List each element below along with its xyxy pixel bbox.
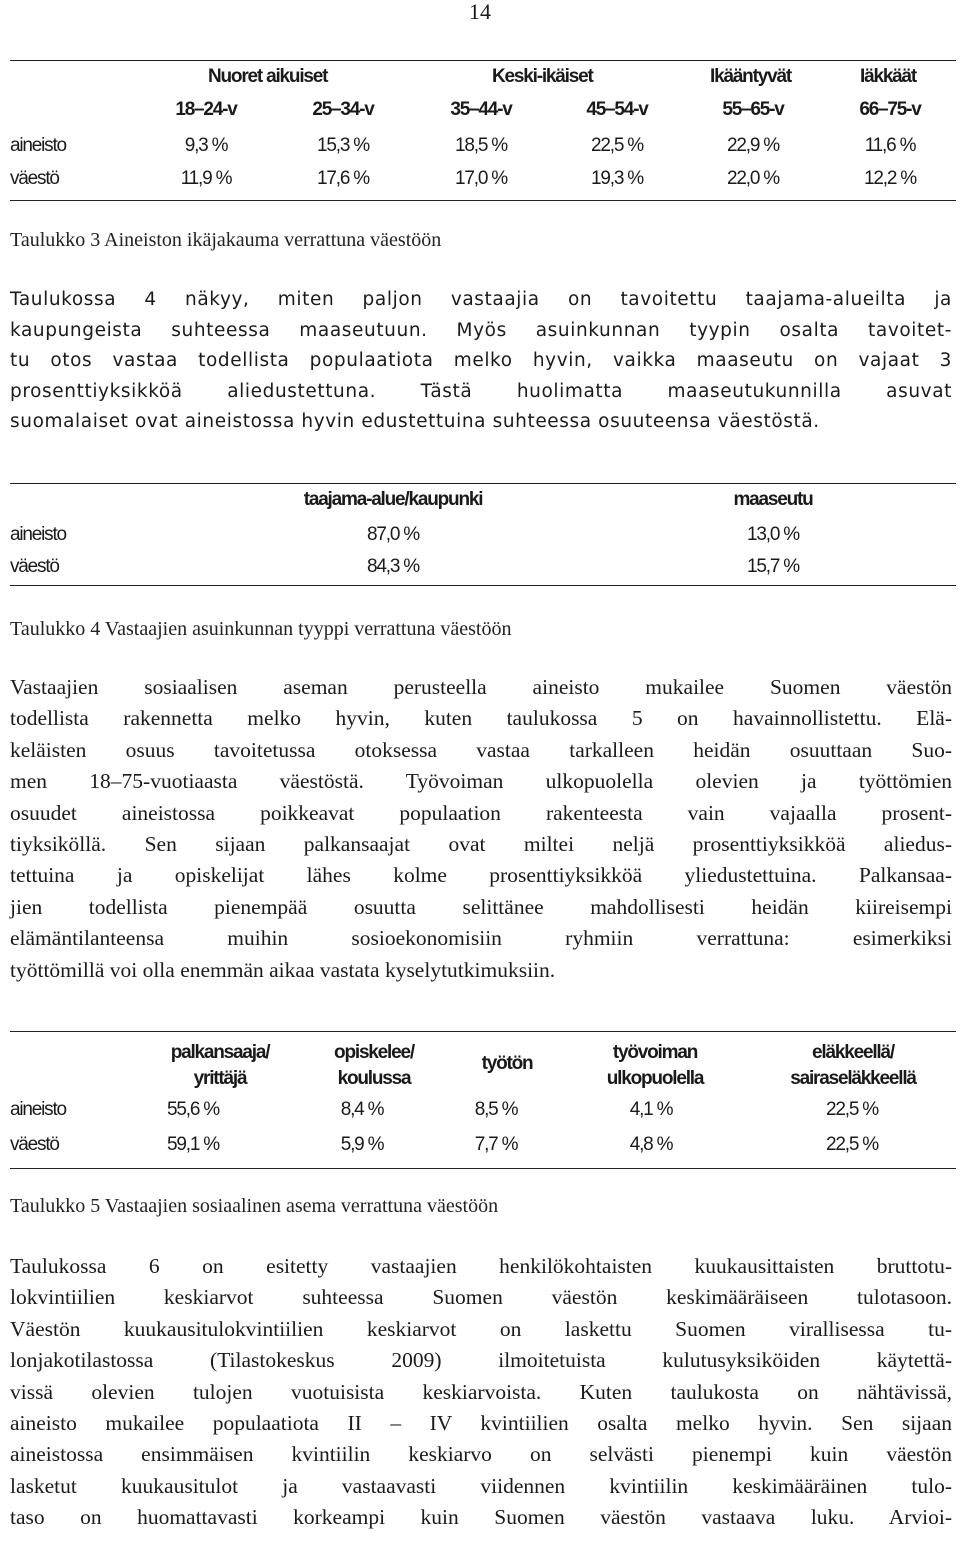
paragraph xyxy=(10,672,952,986)
text-line: men 18–75-vuotiaasta väestöstä. Työvoiman ulkopuolella olevien ja työttömien xyxy=(10,769,952,794)
column-header-line: palkansaaja/ xyxy=(170,1042,270,1063)
text-line: aineistossa ensimmäisen kvintiilin keskiarvo on selvästi pienempi kuin väestön xyxy=(10,1442,952,1467)
column-header xyxy=(607,1040,703,1092)
column-header: 45–54-v xyxy=(586,99,648,120)
column-header-line: yrittäjä xyxy=(193,1068,247,1089)
table-cell: 7,7 % xyxy=(474,1134,518,1155)
table-social-status xyxy=(10,1031,956,1169)
text-line: aineisto mukailee populaatiota II – IV kvintiilien osalta melko hyvin. Sen sijaan xyxy=(10,1411,952,1436)
column-header: 25–34-v xyxy=(312,99,374,120)
column-header-line: opiskelee/ xyxy=(334,1042,414,1063)
group-header: Nuoret aikuiset xyxy=(208,66,328,87)
table-municipality-type xyxy=(10,483,956,586)
table-age-distribution xyxy=(10,60,956,201)
table-cell: 22,0 % xyxy=(727,168,779,189)
column-header: työtön xyxy=(481,1053,533,1074)
table-cell: 84,3 % xyxy=(367,556,419,577)
text-line: Vastaajien sosiaalisen aseman perusteella aineisto mukailee Suomen väestön xyxy=(10,675,952,699)
table-cell: 13,0 % xyxy=(747,524,799,545)
table-cell: 15,7 % xyxy=(747,556,799,577)
text-line: todellista rakennetta melko hyvin, kuten taulukossa 5 on havainnollistettu. Elä- xyxy=(10,706,952,731)
column-header: maaseutu xyxy=(733,489,813,510)
column-header xyxy=(790,1040,916,1092)
row-label: väestö xyxy=(10,1134,59,1155)
table-cell: 22,5 % xyxy=(591,135,643,156)
column-header: 66–75-v xyxy=(859,99,921,120)
text-line: kaupungeista suhteessa maaseutuun. Myös asuinkunnan tyypin osalta tavoitet- xyxy=(10,319,952,341)
table-cell: 87,0 % xyxy=(367,524,419,545)
text-line: elämäntilanteensa muihin sosioekonomisiin ryhmiin verrattuna: esimerkiksi xyxy=(10,926,952,951)
column-header-line: ulkopuolella xyxy=(606,1068,704,1089)
text-line: prosenttiyksikköä aliedustettuna. Tästä huolimatta maaseutukunnilla asuvat xyxy=(10,380,952,402)
row-label: aineisto xyxy=(10,524,66,545)
table-cell: 8,5 % xyxy=(474,1099,518,1120)
table-cell: 8,4 % xyxy=(340,1099,384,1120)
paragraph xyxy=(10,285,952,438)
table-caption: Taulukko 3 Aineiston ikäjakauma verrattuna väestöön xyxy=(10,229,442,251)
column-header: 55–65-v xyxy=(722,99,784,120)
table-cell: 17,6 % xyxy=(317,168,369,189)
table-caption: Taulukko 5 Vastaajien sosiaalinen asema verrattuna väestöön xyxy=(10,1195,499,1217)
text-line: lasketut kuukausitulot ja vastaavasti viidennen kvintiilin keskimääräinen tulo- xyxy=(10,1473,952,1498)
page-number: 14 xyxy=(469,0,491,24)
text-line: jien todellista pienempää osuutta selittänee mahdollisesti heidän kiireisempi xyxy=(10,894,952,919)
column-header-line: sairaseläkkeellä xyxy=(790,1068,916,1089)
table-caption: Taulukko 4 Vastaajien asuinkunnan tyyppi verrattuna väestöön xyxy=(10,618,512,640)
column-header-line: koulussa xyxy=(337,1068,411,1089)
column-header: taajama-alue/kaupunki xyxy=(303,489,483,510)
text-line: Väestön kuukausitulokvintiilien keskiarvot on laskettu Suomen virallisessa tu- xyxy=(10,1316,952,1341)
text-line: lonjakotilastossa (Tilastokeskus 2009) ilmoitetuista kulutusyksiköiden käytettä- xyxy=(10,1348,952,1373)
column-header xyxy=(334,1040,414,1092)
table-cell: 22,5 % xyxy=(826,1099,878,1120)
text-line: tu otos vastaa todellista populaatiota melko hyvin, vaikka maaseutu on vajaat 3 xyxy=(10,350,952,372)
group-header: Keski-ikäiset xyxy=(492,66,593,87)
table-cell: 9,3 % xyxy=(184,135,228,156)
text-line: tettuina ja opiskelijat lähes kolme prosenttiyksikköä yliedustettuina. Palkansaa- xyxy=(10,863,952,888)
text-line: vissä olevien tulojen vuotuisista keskiarvoista. Kuten taulukosta on nähtävissä, xyxy=(10,1379,952,1404)
table-cell: 55,6 % xyxy=(167,1099,219,1120)
table-cell: 17,0 % xyxy=(455,168,507,189)
table-cell: 4,8 % xyxy=(629,1134,673,1155)
paragraph xyxy=(10,1251,952,1534)
text-line: keläisten osuus tavoitetussa otoksessa vastaa tarkalleen heidän osuuttaan Suo- xyxy=(10,737,952,762)
text-line: Taulukossa 6 on esitetty vastaajien henkilökohtaisten kuukausittaisten bruttotu- xyxy=(10,1254,952,1278)
column-header: 18–24-v xyxy=(175,99,237,120)
row-label: aineisto xyxy=(10,135,66,156)
text-line: lokvintiilien keskiarvot suhteessa Suomen väestön keskimääräiseen tulotasoon. xyxy=(10,1285,952,1310)
column-header-line: eläkkeellä/ xyxy=(812,1042,894,1063)
table-cell: 11,9 % xyxy=(180,168,232,189)
table-cell: 15,3 % xyxy=(317,135,369,156)
row-label: aineisto xyxy=(10,1099,66,1120)
table-cell: 22,9 % xyxy=(727,135,779,156)
text-line: Taulukossa 4 näkyy, miten paljon vastaajia on tavoitettu taajama-alueilta ja xyxy=(10,289,952,310)
table-cell: 19,3 % xyxy=(591,168,643,189)
text-line: suomalaiset ovat aineistossa hyvin edustettuina suhteessa osuuteensa väestöstä. xyxy=(10,411,820,433)
table-cell: 4,1 % xyxy=(629,1099,673,1120)
table-cell: 5,9 % xyxy=(340,1134,384,1155)
group-header: Ikääntyvät xyxy=(710,66,791,87)
table-cell: 11,6 % xyxy=(864,135,916,156)
table-cell: 18,5 % xyxy=(455,135,507,156)
text-line: taso on huomattavasti korkeampi kuin Suomen väestön vastaava luku. Arvioi- xyxy=(10,1505,952,1530)
table-cell: 12,2 % xyxy=(864,168,916,189)
text-line: osuudet aineistossa poikkeavat populaation rakenteesta vain vajaalla prosent- xyxy=(10,800,952,825)
row-label: väestö xyxy=(10,168,59,189)
column-header xyxy=(171,1040,270,1092)
text-line: tiyksiköllä. Sen sijaan palkansaajat ovat miltei neljä prosenttiyksikköä aliedus- xyxy=(10,832,952,857)
table-cell: 22,5 % xyxy=(826,1134,878,1155)
column-header-line: työvoiman xyxy=(612,1042,698,1063)
text-line: työttömillä voi olla enemmän aikaa vastata kyselytutkimuksiin. xyxy=(10,957,556,982)
column-header: 35–44-v xyxy=(450,99,512,120)
group-header: Iäkkäät xyxy=(860,66,917,87)
table-cell: 59,1 % xyxy=(167,1134,219,1155)
row-label: väestö xyxy=(10,556,59,577)
